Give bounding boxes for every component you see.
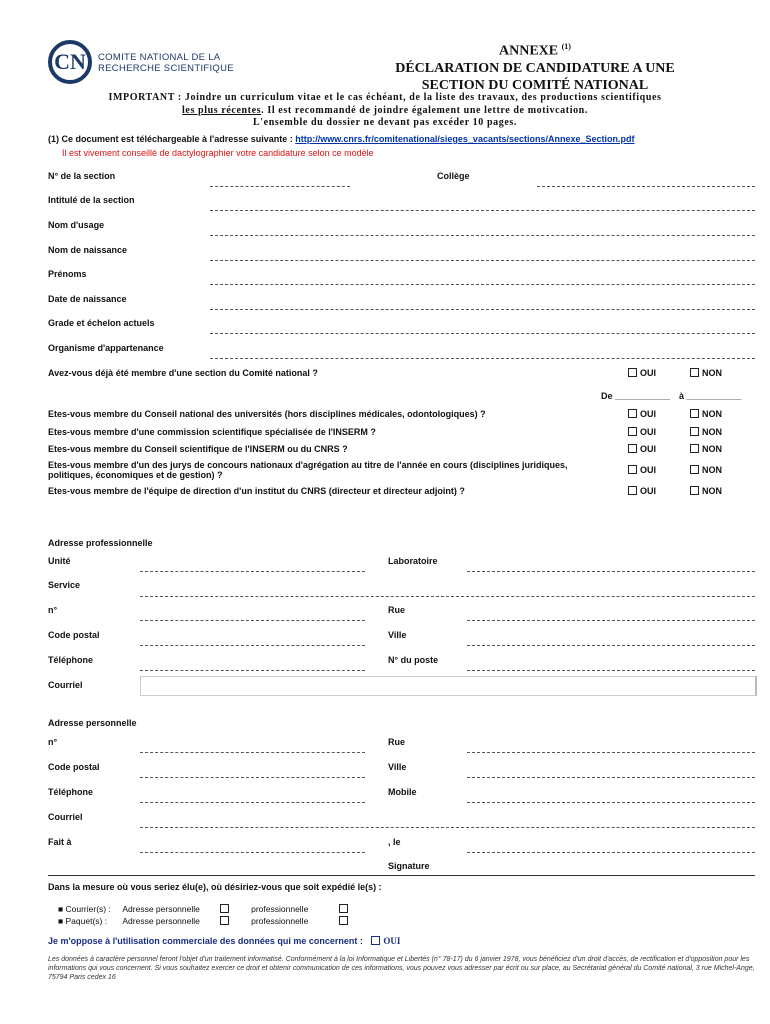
conseil-non-checkbox[interactable]: NON [690, 444, 722, 454]
pro-cp-field[interactable] [140, 645, 365, 646]
direction-non-checkbox[interactable]: NON [690, 486, 722, 496]
perso-courriel-field[interactable] [140, 827, 755, 828]
expedition-question: Dans la mesure où vous seriez élu(e), où désiriez-vous que soit expédié le(s) : [48, 882, 382, 892]
conseil-oui-checkbox[interactable]: OUI [628, 444, 656, 454]
organisme-field[interactable] [210, 358, 755, 359]
pro-laboratoire-field[interactable] [467, 571, 755, 572]
pro-service-field[interactable] [140, 596, 755, 597]
pro-courriel-label: Courriel [48, 680, 83, 690]
nom-usage-field[interactable] [210, 235, 755, 236]
question-conseil-scientifique: Etes-vous membre du Conseil scientifique de l'INSERM ou du CNRS ? [48, 444, 348, 454]
download-link[interactable]: http://www.cnrs.fr/comitenational/sieges_vacants/sections/Annexe_Section.pdf [295, 134, 635, 144]
question-jury: Etes-vous membre d'un des jurys de concours nationaux d'agrégation au titre de l'année en cours (disciplines juridiques, politiques, économiques et de gestion) ? [48, 460, 568, 480]
cnu-non-checkbox[interactable]: NON [690, 409, 722, 419]
checkbox-icon [628, 427, 637, 436]
perso-courriel-label: Courriel [48, 812, 83, 822]
page-title: ANNEXE $^{(1)}$ DÉCLARATION DE CANDIDATURE A UNE SECTION DU COMITÉ NATIONAL [395, 42, 675, 93]
pro-courriel-field[interactable] [140, 676, 757, 696]
membre-question: Avez-vous déjà été membre d'une section du Comité national ? [48, 368, 318, 378]
checkbox-icon [628, 444, 637, 453]
membre-non-checkbox[interactable]: NON [690, 368, 722, 378]
jury-oui-checkbox[interactable]: OUI [628, 465, 656, 475]
date-naissance-field[interactable] [210, 309, 755, 310]
pro-address-heading: Adresse professionnelle [48, 538, 153, 548]
prenoms-field[interactable] [210, 284, 755, 285]
direction-oui-checkbox[interactable]: OUI [628, 486, 656, 496]
grade-label: Grade et échelon actuels [48, 318, 155, 328]
checkbox-icon [690, 427, 699, 436]
jury-non-checkbox[interactable]: NON [690, 465, 722, 475]
pro-poste-field[interactable] [467, 670, 755, 671]
nom-naissance-field[interactable] [210, 260, 755, 261]
checkbox-icon [628, 368, 637, 377]
organisme-label: Organisme d'appartenance [48, 343, 164, 353]
paquets-perso-checkbox[interactable] [220, 916, 229, 925]
expedition-options [58, 903, 351, 927]
typing-advice: Il est vivement conseillé de dactylographier votre candidature selon ce modèle [62, 148, 374, 158]
date-le-field[interactable] [467, 852, 755, 853]
pro-poste-label: N° du poste [388, 655, 439, 665]
pro-service-label: Service [48, 580, 81, 590]
pro-rue-label: Rue [388, 605, 406, 615]
section-field[interactable] [210, 186, 350, 187]
courriers-perso-checkbox[interactable] [220, 904, 229, 913]
prenoms-label: Prénoms [48, 269, 87, 279]
cnu-oui-checkbox[interactable]: OUI [628, 409, 656, 419]
perso-tel-field[interactable] [140, 802, 365, 803]
nom-naissance-label: Nom de naissance [48, 245, 128, 255]
intitule-field[interactable] [210, 210, 755, 211]
perso-ville-field[interactable] [467, 777, 755, 778]
pro-no-field[interactable] [140, 620, 365, 621]
de-field[interactable]: De ___________ [601, 391, 671, 401]
perso-address-heading: Adresse personnelle [48, 718, 137, 728]
perso-no-label: n° [48, 737, 58, 747]
perso-mobile-field[interactable] [467, 802, 755, 803]
pro-tel-field[interactable] [140, 670, 365, 671]
checkbox-icon [690, 368, 699, 377]
courriers-pro-checkbox[interactable] [339, 904, 348, 913]
perso-cp-label: Code postal [48, 762, 100, 772]
pro-tel-label: Téléphone [48, 655, 94, 665]
perso-ville-label: Ville [388, 762, 407, 772]
fait-a-label: Fait à [48, 837, 72, 847]
pro-ville-field[interactable] [467, 645, 755, 646]
date-le-label: , le [388, 837, 401, 847]
fait-a-field[interactable] [140, 852, 365, 853]
cnrs-logo [48, 40, 92, 84]
checkbox-icon [371, 936, 380, 945]
pro-unite-field[interactable] [140, 571, 365, 572]
membre-oui-checkbox[interactable]: OUI [628, 368, 656, 378]
pro-cp-label: Code postal [48, 630, 100, 640]
legal-footer: Les données à caractère personnel feront l'objet d'un traitement informatisé. Conformément à la loi Informatique et Libertés (n° 78-17) du 6 janvier 1978, vous bénéficiez d'un droit d'accès, de rectification et d'opposition pour les informations qui vous concernent. Si vous souhaitez exercer ce droit et obtenir communication de ces informations, vous pouvez vous adresser par écrit ou sur place, au Secrétariat général du Comité national, 3 rue Michel-Ange, 75794 Paris cedex 16 [48, 956, 755, 981]
date-naissance-label: Date de naissance [48, 294, 127, 304]
perso-tel-label: Téléphone [48, 787, 94, 797]
opposition-oui-checkbox[interactable]: OUI [371, 936, 400, 946]
checkbox-icon [690, 486, 699, 495]
pro-rue-field[interactable] [467, 620, 755, 621]
pro-ville-label: Ville [388, 630, 407, 640]
perso-cp-field[interactable] [140, 777, 365, 778]
signature-label: Signature [388, 861, 430, 871]
perso-no-field[interactable] [140, 752, 365, 753]
college-field[interactable] [537, 186, 755, 187]
perso-rue-label: Rue [388, 737, 406, 747]
checkbox-icon [690, 465, 699, 474]
a-field[interactable]: à ___________ [679, 391, 742, 401]
checkbox-icon [628, 465, 637, 474]
paquets-row: ■ Paquet(s) : Adresse personnelle professionnelle [58, 915, 351, 927]
pro-laboratoire-label: Laboratoire [388, 556, 438, 566]
checkbox-icon [690, 444, 699, 453]
intitule-label: Intitulé de la section [48, 195, 135, 205]
checkbox-icon [628, 409, 637, 418]
paquets-pro-checkbox[interactable] [339, 916, 348, 925]
courriers-row: ■ Courrier(s) : Adresse personnelle professionnelle [58, 903, 351, 915]
question-direction: Etes-vous membre de l'équipe de direction d'un institut du CNRS (directeur et directeur adjoint) ? [48, 486, 465, 496]
pro-no-label: n° [48, 605, 58, 615]
opposition-text: Je m'oppose à l'utilisation commerciale des données qui me concernent : OUI [48, 936, 401, 946]
perso-mobile-label: Mobile [388, 787, 417, 797]
college-label: Collège [437, 171, 470, 181]
logo-text: COMITE NATIONAL DE LA RECHERCHE SCIENTIFIQUE [98, 52, 234, 74]
perso-rue-field[interactable] [467, 752, 755, 753]
logo-emblem-icon: CN [48, 40, 92, 84]
inserm-commission-oui-checkbox[interactable]: OUI [628, 427, 656, 437]
nom-usage-label: Nom d'usage [48, 220, 105, 230]
download-note: (1) Ce document est téléchargeable à l'adresse suivante : http://www.cnrs.fr/comitenational/sieges_vacants/sections/Annexe_Section.pdf [48, 134, 635, 144]
checkbox-icon [690, 409, 699, 418]
checkbox-icon [628, 486, 637, 495]
inserm-commission-non-checkbox[interactable]: NON [690, 427, 722, 437]
pro-unite-label: Unité [48, 556, 71, 566]
section-label: N° de la section [48, 171, 116, 181]
question-cnu: Etes-vous membre du Conseil national des universités (hors disciplines médicales, odontologiques) ? [48, 409, 486, 419]
question-inserm-commission: Etes-vous membre d'une commission scientifique spécialisée de l'INSERM ? [48, 427, 376, 437]
grade-field[interactable] [210, 333, 755, 334]
section-divider [48, 875, 755, 876]
important-notice: IMPORTANT : Joindre un curriculum vitae et le cas échéant, de la liste des travaux, des productions scientifiques les plus récentes. Il est recommandé de joindre également une lettre de motivcation. L'ensemble du dossier ne devant pas excéder 10 pages. [108, 92, 662, 128]
